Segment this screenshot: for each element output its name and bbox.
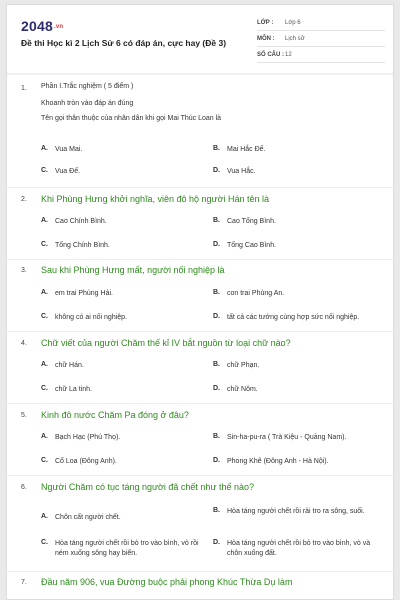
question-number: 5. bbox=[21, 412, 27, 419]
meta-key: LỚP : bbox=[257, 19, 274, 26]
meta-row-question-count bbox=[257, 47, 385, 63]
meta-key: SỐ CÂU : bbox=[257, 51, 284, 58]
question-7 bbox=[21, 577, 381, 587]
question-divider bbox=[7, 259, 393, 260]
question-3 bbox=[21, 265, 381, 275]
option-b[interactable]: B. Hỏa táng người chết rồi rải tro ra sông, suối. bbox=[213, 507, 365, 515]
option-c[interactable]: C. Cổ Loa (Đông Anh). bbox=[41, 457, 117, 465]
logo-text: 2048 bbox=[21, 18, 53, 34]
meta-row-grade bbox=[257, 15, 385, 31]
option-c[interactable]: C. Tống Chính Bình. bbox=[41, 241, 110, 249]
question-6 bbox=[21, 482, 381, 492]
question-text: Người Chăm có tục táng người đã chết như thế nào? bbox=[41, 482, 254, 492]
option-d[interactable]: D. Phong Khê (Đông Anh - Hà Nội). bbox=[213, 457, 329, 465]
option-b[interactable]: B. Mai Hắc Đế. bbox=[213, 145, 266, 153]
question-number: 7. bbox=[21, 579, 27, 586]
question-text: Phần I.Trắc nghiệm ( 5 điểm ) bbox=[41, 83, 134, 90]
meta-table bbox=[257, 15, 385, 63]
question-text: Đầu năm 906, vua Đường buộc phải phong Khúc Thừa Dụ làm bbox=[41, 577, 293, 587]
question-number: 2. bbox=[21, 196, 27, 203]
option-a[interactable]: A. Chôn cất người chết. bbox=[41, 513, 121, 521]
option-b[interactable]: B. con trai Phùng An. bbox=[213, 289, 285, 297]
site-logo[interactable] bbox=[21, 18, 63, 34]
option-c[interactable]: C. chữ La tinh. bbox=[41, 385, 92, 393]
option-b[interactable]: B. Cao Tống Bình. bbox=[213, 217, 276, 225]
question-text: Kinh đô nước Chăm Pa đóng ở đâu? bbox=[41, 410, 189, 420]
question-text: Khi Phùng Hưng khởi nghĩa, viên đô hộ người Hán tên là bbox=[41, 194, 269, 204]
meta-value: Lớp 6 bbox=[285, 19, 301, 26]
option-d[interactable]: D. tất cả các tướng cùng hợp sức nối nghiệp. bbox=[213, 313, 360, 321]
meta-key: MÔN : bbox=[257, 35, 275, 42]
option-d[interactable]: D. Tống Cao Bình. bbox=[213, 241, 277, 249]
question-number: 3. bbox=[21, 267, 27, 274]
option-d[interactable]: D. chữ Nôm. bbox=[213, 385, 258, 393]
document-page bbox=[6, 4, 394, 600]
option-b[interactable]: B. Sin-ha-pu-ra ( Trà Kiệu - Quảng Nam). bbox=[213, 433, 347, 441]
option-a[interactable]: A. em trai Phùng Hải. bbox=[41, 289, 113, 297]
question-number: 1. bbox=[21, 85, 27, 92]
question-divider bbox=[7, 187, 393, 188]
question-instruction: Khoanh tròn vào đáp án đúng bbox=[41, 100, 134, 107]
option-a[interactable]: A. Bạch Hạc (Phú Thọ). bbox=[41, 433, 121, 441]
document-header bbox=[7, 5, 393, 71]
question-number: 6. bbox=[21, 484, 27, 491]
question-divider bbox=[7, 403, 393, 404]
question-2 bbox=[21, 194, 381, 204]
option-c[interactable]: C. Vua Đế. bbox=[41, 167, 81, 175]
logo-suffix: .vn bbox=[53, 24, 64, 31]
meta-value: 12 bbox=[285, 51, 292, 58]
option-c[interactable]: C. Hỏa táng người chết rồi bỏ tro vào bình, vò rồi ném xuống sông hay biển. bbox=[41, 539, 199, 557]
question-prompt: Tên gọi thân thuộc của nhân dân khi gọi Mai Thúc Loan là bbox=[41, 115, 222, 122]
option-b[interactable]: B. chữ Phạn. bbox=[213, 361, 260, 369]
document-title: Đề thi Học kì 2 Lịch Sử 6 có đáp án, cực hay (Đề 3) bbox=[21, 38, 227, 48]
option-c[interactable]: C. không có ai nối nghiệp. bbox=[41, 313, 127, 321]
question-divider bbox=[7, 571, 393, 572]
meta-row-subject bbox=[257, 31, 385, 47]
meta-value: Lịch sử bbox=[285, 35, 305, 42]
question-4 bbox=[21, 338, 381, 348]
question-divider bbox=[7, 331, 393, 332]
question-1 bbox=[21, 83, 381, 122]
question-5 bbox=[21, 410, 381, 420]
question-divider bbox=[7, 475, 393, 476]
question-text: Sau khi Phùng Hưng mất, người nối nghiệp là bbox=[41, 265, 225, 275]
option-a[interactable]: A. Cao Chính Bình. bbox=[41, 217, 107, 225]
option-a[interactable]: A. Vua Mai. bbox=[41, 145, 83, 153]
option-d[interactable]: D. Hỏa táng người chết rồi bỏ tro vào bình, vò và chôn xuống đất. bbox=[213, 539, 371, 557]
question-text: Chữ viết của người Chăm thế kỉ IV bắt nguồn từ loại chữ nào? bbox=[41, 338, 291, 348]
question-number: 4. bbox=[21, 340, 27, 347]
option-d[interactable]: D. Vua Hắc. bbox=[213, 167, 256, 175]
option-a[interactable]: A. chữ Hán. bbox=[41, 361, 84, 369]
header-divider bbox=[7, 73, 393, 75]
